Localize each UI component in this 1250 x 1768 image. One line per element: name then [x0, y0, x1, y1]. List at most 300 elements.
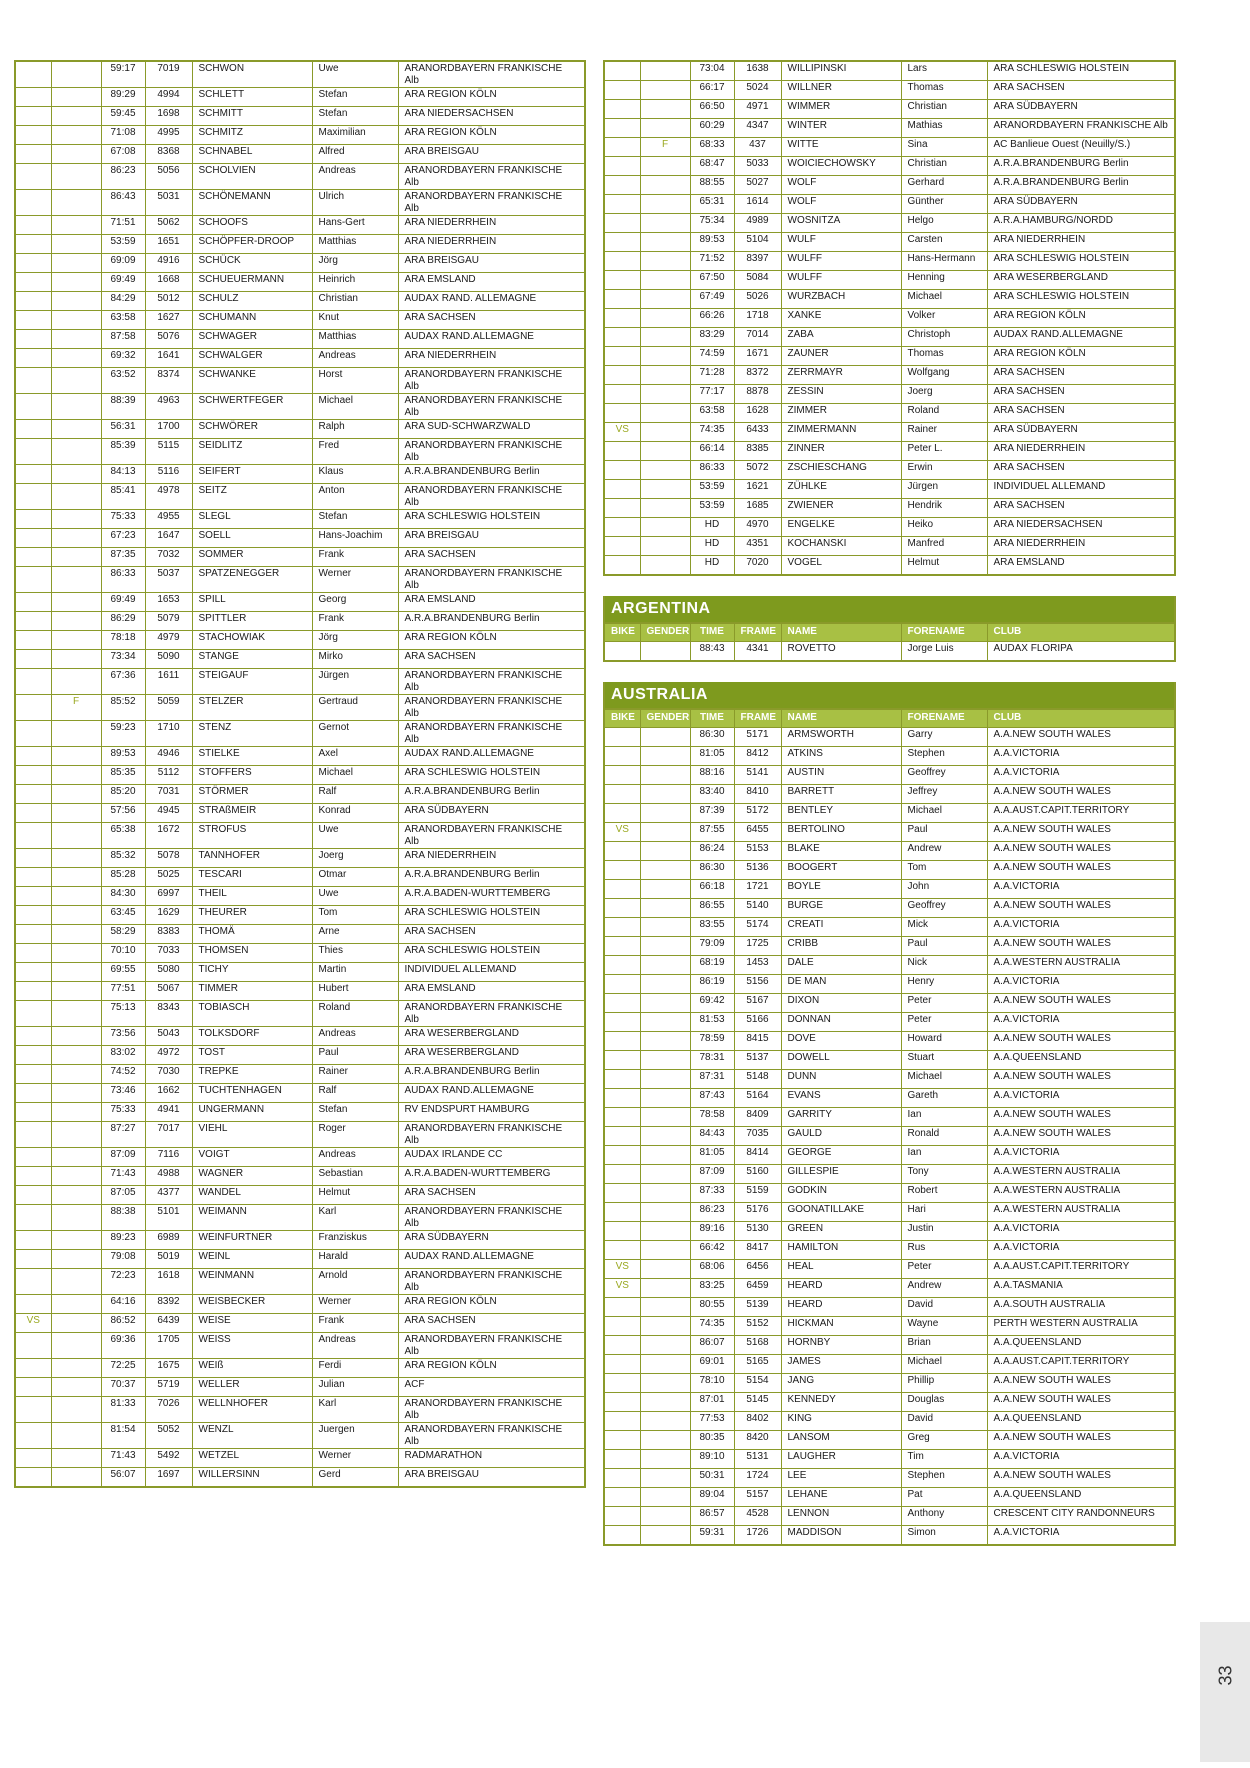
argentina-results-table	[603, 622, 1176, 662]
cell-time: 87:35	[101, 548, 145, 567]
table-row	[15, 235, 585, 254]
cell-time: HD	[690, 518, 734, 537]
cell-time: 87:55	[690, 823, 734, 842]
cell-frame: 5160	[734, 1165, 781, 1184]
cell-name: ZABA	[781, 328, 901, 347]
cell-club: ARANORDBAYERN FRANKISCHE Alb	[987, 119, 1175, 138]
cell-frame: 6455	[734, 823, 781, 842]
cell-name: MADDISON	[781, 1526, 901, 1546]
cell-frame: 8412	[734, 747, 781, 766]
cell-bike	[15, 1397, 51, 1423]
cell-forename: Thomas	[901, 347, 987, 366]
cell-gender	[640, 1393, 690, 1412]
cell-gender	[51, 1397, 101, 1423]
cell-bike	[604, 61, 640, 81]
table-row	[15, 1122, 585, 1148]
cell-club: A.A.VICTORIA	[987, 880, 1175, 899]
cell-club: ARA BREISGAU	[398, 254, 585, 273]
cell-forename: Alfred	[312, 145, 398, 164]
cell-forename: Gareth	[901, 1089, 987, 1108]
cell-bike	[15, 1250, 51, 1269]
cell-gender	[51, 1046, 101, 1065]
table-row	[15, 612, 585, 631]
cell-forename: Ian	[901, 1108, 987, 1127]
table-row	[15, 650, 585, 669]
cell-gender	[640, 766, 690, 785]
cell-club: A.A.TASMANIA	[987, 1279, 1175, 1298]
table-row	[15, 1103, 585, 1122]
cell-club: ARA NIEDERRHEIN	[398, 849, 585, 868]
table-row	[15, 1001, 585, 1027]
cell-name: JAMES	[781, 1355, 901, 1374]
cell-club: A.R.A.BRANDENBURG Berlin	[987, 157, 1175, 176]
cell-bike	[15, 868, 51, 887]
cell-name: WURZBACH	[781, 290, 901, 309]
cell-name: SOMMER	[192, 548, 312, 567]
cell-gender	[640, 1089, 690, 1108]
table-row	[15, 849, 585, 868]
cell-time: 89:16	[690, 1222, 734, 1241]
cell-frame: 5171	[734, 728, 781, 747]
cell-forename: Roland	[901, 404, 987, 423]
cell-gender	[51, 420, 101, 439]
cell-bike	[604, 937, 640, 956]
cell-frame: 5027	[734, 176, 781, 195]
cell-frame: 4979	[145, 631, 192, 650]
cell-forename: Peter	[901, 1013, 987, 1032]
cell-name: ZERRMAYR	[781, 366, 901, 385]
cell-club: ARA SÜDBAYERN	[398, 1231, 585, 1250]
cell-bike	[15, 785, 51, 804]
table-row	[604, 918, 1175, 937]
cell-bike	[604, 785, 640, 804]
cell-club: A.A.NEW SOUTH WALES	[987, 1393, 1175, 1412]
cell-time: 86:57	[690, 1507, 734, 1526]
cell-bike	[604, 290, 640, 309]
cell-forename: Helmut	[901, 556, 987, 576]
table-row	[15, 669, 585, 695]
cell-name: ROVETTO	[781, 642, 901, 662]
cell-name: WILLERSINN	[192, 1468, 312, 1488]
cell-frame: 4978	[145, 484, 192, 510]
cell-frame: 4946	[145, 747, 192, 766]
cell-name: ZINNER	[781, 442, 901, 461]
cell-forename: Andreas	[312, 349, 398, 368]
table-row	[604, 1203, 1175, 1222]
cell-bike	[604, 1127, 640, 1146]
cell-club: A.A.NEW SOUTH WALES	[987, 1469, 1175, 1488]
cell-name: LENNON	[781, 1507, 901, 1526]
cell-bike	[15, 1378, 51, 1397]
cell-name: TICHY	[192, 963, 312, 982]
cell-forename: Jürgen	[312, 669, 398, 695]
cell-forename: Roland	[312, 1001, 398, 1027]
cell-club: ARANORDBAYERN FRANKISCHE Alb	[398, 1269, 585, 1295]
cell-bike	[604, 1450, 640, 1469]
cell-bike	[604, 1222, 640, 1241]
cell-forename: Uwe	[312, 823, 398, 849]
table-row	[604, 537, 1175, 556]
cell-time: 66:26	[690, 309, 734, 328]
cell-time: 66:42	[690, 1241, 734, 1260]
cell-frame: 8343	[145, 1001, 192, 1027]
cell-time: 86:19	[690, 975, 734, 994]
cell-time: 85:35	[101, 766, 145, 785]
cell-time: HD	[690, 537, 734, 556]
cell-club: ARA SÜDBAYERN	[398, 804, 585, 823]
cell-time: 67:23	[101, 529, 145, 548]
cell-gender	[640, 1203, 690, 1222]
cell-name: STENZ	[192, 721, 312, 747]
cell-frame: 1671	[734, 347, 781, 366]
cell-gender	[640, 1032, 690, 1051]
cell-gender	[640, 785, 690, 804]
cell-club: ARA BREISGAU	[398, 1468, 585, 1488]
table-row	[15, 1378, 585, 1397]
cell-gender	[51, 1148, 101, 1167]
table-row	[604, 176, 1175, 195]
table-row	[604, 728, 1175, 747]
cell-frame: 6433	[734, 423, 781, 442]
cell-bike	[15, 235, 51, 254]
cell-club: A.A.QUEENSLAND	[987, 1336, 1175, 1355]
cell-gender	[51, 1269, 101, 1295]
cell-name: SPILL	[192, 593, 312, 612]
cell-name: THOMSEN	[192, 944, 312, 963]
cell-frame: 5116	[145, 465, 192, 484]
cell-name: GILLESPIE	[781, 1165, 901, 1184]
cell-name: STELZER	[192, 695, 312, 721]
cell-name: STOFFERS	[192, 766, 312, 785]
cell-name: WEINFURTNER	[192, 1231, 312, 1250]
cell-bike	[604, 499, 640, 518]
table-row	[15, 254, 585, 273]
cell-forename: Rainer	[901, 423, 987, 442]
cell-frame: 8417	[734, 1241, 781, 1260]
cell-club: AUDAX FLORIPA	[987, 642, 1175, 662]
cell-name: TUCHTENHAGEN	[192, 1084, 312, 1103]
cell-bike	[15, 721, 51, 747]
cell-bike	[15, 420, 51, 439]
cell-club: ARANORDBAYERN FRANKISCHE Alb	[398, 368, 585, 394]
cell-forename: Roger	[312, 1122, 398, 1148]
cell-forename: Christian	[901, 100, 987, 119]
cell-gender	[51, 548, 101, 567]
cell-bike	[604, 461, 640, 480]
cell-forename: Fred	[312, 439, 398, 465]
cell-name: ENGELKE	[781, 518, 901, 537]
cell-name: WEIMANN	[192, 1205, 312, 1231]
cell-club: AUDAX RAND. ALLEMAGNE	[398, 292, 585, 311]
cell-club: ARA SCHLESWIG HOLSTEIN	[987, 252, 1175, 271]
cell-time: 69:55	[101, 963, 145, 982]
table-row	[15, 273, 585, 292]
cell-time: 79:09	[690, 937, 734, 956]
cell-forename: Stuart	[901, 1051, 987, 1070]
table-row	[604, 499, 1175, 518]
cell-name: SEIDLITZ	[192, 439, 312, 465]
table-row	[15, 1449, 585, 1468]
table-row	[604, 1526, 1175, 1546]
cell-gender	[640, 499, 690, 518]
cell-forename: Stefan	[312, 1103, 398, 1122]
cell-name: DOWELL	[781, 1051, 901, 1070]
cell-name: WILLIPINSKI	[781, 61, 901, 81]
table-row	[15, 1167, 585, 1186]
cell-gender	[51, 1378, 101, 1397]
cell-bike	[604, 81, 640, 100]
cell-gender	[51, 330, 101, 349]
table-row	[15, 1269, 585, 1295]
cell-frame: 5059	[145, 695, 192, 721]
table-row	[15, 126, 585, 145]
cell-bike	[15, 1167, 51, 1186]
table-row	[604, 480, 1175, 499]
cell-club: ARA SACHSEN	[398, 548, 585, 567]
cell-forename: Frank	[312, 612, 398, 631]
cell-time: 83:40	[690, 785, 734, 804]
cell-frame: 5080	[145, 963, 192, 982]
cell-time: 58:29	[101, 925, 145, 944]
table-row	[604, 1032, 1175, 1051]
cell-club: A.A.NEW SOUTH WALES	[987, 823, 1175, 842]
cell-time: 78:31	[690, 1051, 734, 1070]
cell-name: SOELL	[192, 529, 312, 548]
cell-name: TOBIASCH	[192, 1001, 312, 1027]
cell-time: 81:05	[690, 747, 734, 766]
column-header-forename: FORENAME	[901, 623, 987, 642]
cell-time: 79:08	[101, 1250, 145, 1269]
cell-forename: Erwin	[901, 461, 987, 480]
cell-name: SCHWÖRER	[192, 420, 312, 439]
cell-bike	[604, 1336, 640, 1355]
cell-frame: 8420	[734, 1431, 781, 1450]
cell-name: TESCARI	[192, 868, 312, 887]
cell-frame: 5157	[734, 1488, 781, 1507]
table-row	[15, 1046, 585, 1065]
cell-bike	[15, 190, 51, 216]
cell-time: 86:30	[690, 728, 734, 747]
cell-frame: 5172	[734, 804, 781, 823]
cell-club: ARANORDBAYERN FRANKISCHE Alb	[398, 1423, 585, 1449]
cell-club: ARA SACHSEN	[398, 925, 585, 944]
cell-club: ARA SACHSEN	[398, 1314, 585, 1333]
cell-club: ACF	[398, 1378, 585, 1397]
cell-forename: Thomas	[901, 81, 987, 100]
cell-club: ARA SACHSEN	[987, 404, 1175, 423]
cell-frame: 5079	[145, 612, 192, 631]
table-row	[604, 1051, 1175, 1070]
table-row	[604, 1184, 1175, 1203]
table-row	[604, 1165, 1175, 1184]
cell-bike	[15, 1148, 51, 1167]
cell-club: A.R.A.BRANDENBURG Berlin	[398, 465, 585, 484]
cell-frame: 5033	[734, 157, 781, 176]
cell-bike	[604, 1526, 640, 1546]
cell-frame: 4963	[145, 394, 192, 420]
cell-name: SCHWALGER	[192, 349, 312, 368]
cell-forename: Tom	[312, 906, 398, 925]
cell-bike	[15, 164, 51, 190]
cell-frame: 1668	[145, 273, 192, 292]
cell-bike	[15, 593, 51, 612]
table-row	[15, 216, 585, 235]
cell-time: 71:52	[690, 252, 734, 271]
cell-name: KENNEDY	[781, 1393, 901, 1412]
cell-forename: Jorge Luis	[901, 642, 987, 662]
cell-bike	[604, 1507, 640, 1526]
cell-name: SCHÖNEMANN	[192, 190, 312, 216]
cell-name: HEAL	[781, 1260, 901, 1279]
cell-time: 71:43	[101, 1449, 145, 1468]
cell-time: 59:17	[101, 61, 145, 88]
cell-gender	[51, 887, 101, 906]
cell-name: WIMMER	[781, 100, 901, 119]
cell-name: STÖRMER	[192, 785, 312, 804]
cell-frame: 1638	[734, 61, 781, 81]
cell-time: 67:50	[690, 271, 734, 290]
cell-gender	[640, 214, 690, 233]
cell-gender	[640, 1108, 690, 1127]
cell-bike	[604, 861, 640, 880]
cell-forename: Julian	[312, 1378, 398, 1397]
cell-name: SPITTLER	[192, 612, 312, 631]
cell-gender	[640, 1222, 690, 1241]
cell-gender	[51, 849, 101, 868]
cell-gender	[640, 918, 690, 937]
cell-name: ZÜHLKE	[781, 480, 901, 499]
cell-club: CRESCENT CITY RANDONNEURS	[987, 1507, 1175, 1526]
cell-frame: 4916	[145, 254, 192, 273]
cell-forename: Carsten	[901, 233, 987, 252]
cell-name: WEINMANN	[192, 1269, 312, 1295]
cell-club: ARA REGION KÖLN	[987, 347, 1175, 366]
cell-forename: Geoffrey	[901, 899, 987, 918]
table-row	[604, 1412, 1175, 1431]
cell-gender	[640, 728, 690, 747]
column-header-gender: GENDER	[640, 709, 690, 728]
cell-bike	[604, 1241, 640, 1260]
table-row	[15, 1295, 585, 1314]
cell-club: AUDAX RAND.ALLEMAGNE	[987, 328, 1175, 347]
cell-club: A.A.AUST.CAPIT.TERRITORY	[987, 804, 1175, 823]
table-row	[15, 785, 585, 804]
table-row	[15, 529, 585, 548]
cell-name: DOVE	[781, 1032, 901, 1051]
cell-gender	[640, 1355, 690, 1374]
cell-frame: 4347	[734, 119, 781, 138]
cell-club: ARA BREISGAU	[398, 145, 585, 164]
cell-frame: 1611	[145, 669, 192, 695]
cell-frame: 4970	[734, 518, 781, 537]
cell-gender	[51, 906, 101, 925]
cell-gender	[640, 1336, 690, 1355]
cell-time: 56:07	[101, 1468, 145, 1488]
cell-club: RV ENDSPURT HAMBURG	[398, 1103, 585, 1122]
cell-time: 86:29	[101, 612, 145, 631]
cell-club: A.A.NEW SOUTH WALES	[987, 1127, 1175, 1146]
cell-club: ARA NIEDERRHEIN	[987, 233, 1175, 252]
cell-time: 87:58	[101, 330, 145, 349]
cell-bike	[15, 1001, 51, 1027]
cell-time: 63:58	[690, 404, 734, 423]
table-row	[604, 1108, 1175, 1127]
cell-club: ARANORDBAYERN FRANKISCHE Alb	[398, 1397, 585, 1423]
cell-time: 68:47	[690, 157, 734, 176]
cell-bike	[604, 842, 640, 861]
cell-time: 89:29	[101, 88, 145, 107]
cell-frame: 8368	[145, 145, 192, 164]
cell-name: AUSTIN	[781, 766, 901, 785]
cell-time: 78:58	[690, 1108, 734, 1127]
cell-forename: Gertraud	[312, 695, 398, 721]
cell-club: A.A.NEW SOUTH WALES	[987, 937, 1175, 956]
cell-forename: Howard	[901, 1032, 987, 1051]
cell-name: STIELKE	[192, 747, 312, 766]
cell-name: HAMILTON	[781, 1241, 901, 1260]
cell-gender	[51, 254, 101, 273]
cell-name: SCHOLVIEN	[192, 164, 312, 190]
cell-gender	[640, 176, 690, 195]
cell-time: 86:24	[690, 842, 734, 861]
cell-forename: Ferdi	[312, 1359, 398, 1378]
cell-club: A.A.VICTORIA	[987, 918, 1175, 937]
cell-club: AUDAX RAND.ALLEMAGNE	[398, 1084, 585, 1103]
cell-frame: 5052	[145, 1423, 192, 1449]
cell-gender	[640, 423, 690, 442]
cell-name: SCHULZ	[192, 292, 312, 311]
cell-time: 78:18	[101, 631, 145, 650]
cell-bike	[604, 1165, 640, 1184]
cell-name: WELLNHOFER	[192, 1397, 312, 1423]
cell-time: 71:28	[690, 366, 734, 385]
cell-frame: 7020	[734, 556, 781, 576]
cell-forename: Wayne	[901, 1317, 987, 1336]
cell-bike	[604, 176, 640, 195]
cell-forename: Ralf	[312, 1084, 398, 1103]
table-row	[15, 906, 585, 925]
cell-forename: David	[901, 1412, 987, 1431]
cell-bike	[604, 1051, 640, 1070]
cell-time: 60:29	[690, 119, 734, 138]
cell-gender	[640, 518, 690, 537]
cell-forename: Greg	[901, 1431, 987, 1450]
cell-club: PERTH WESTERN AUSTRALIA	[987, 1317, 1175, 1336]
cell-bike	[15, 650, 51, 669]
cell-gender	[640, 1488, 690, 1507]
cell-club: ARA EMSLAND	[398, 593, 585, 612]
table-row	[604, 1260, 1175, 1279]
cell-time: 70:10	[101, 944, 145, 963]
cell-bike	[15, 1269, 51, 1295]
cell-frame: 5090	[145, 650, 192, 669]
cell-forename: Werner	[312, 1295, 398, 1314]
cell-forename: Werner	[312, 567, 398, 593]
cell-name: WEINL	[192, 1250, 312, 1269]
cell-time: 53:59	[690, 480, 734, 499]
cell-club: ARA SACHSEN	[398, 650, 585, 669]
cell-time: 69:32	[101, 349, 145, 368]
cell-gender	[51, 963, 101, 982]
cell-gender	[640, 1412, 690, 1431]
cell-club: A.A.WESTERN AUSTRALIA	[987, 1184, 1175, 1203]
cell-forename: Sina	[901, 138, 987, 157]
cell-gender	[51, 650, 101, 669]
table-row	[604, 81, 1175, 100]
cell-frame: 7035	[734, 1127, 781, 1146]
cell-forename: Douglas	[901, 1393, 987, 1412]
cell-forename: Stefan	[312, 107, 398, 126]
